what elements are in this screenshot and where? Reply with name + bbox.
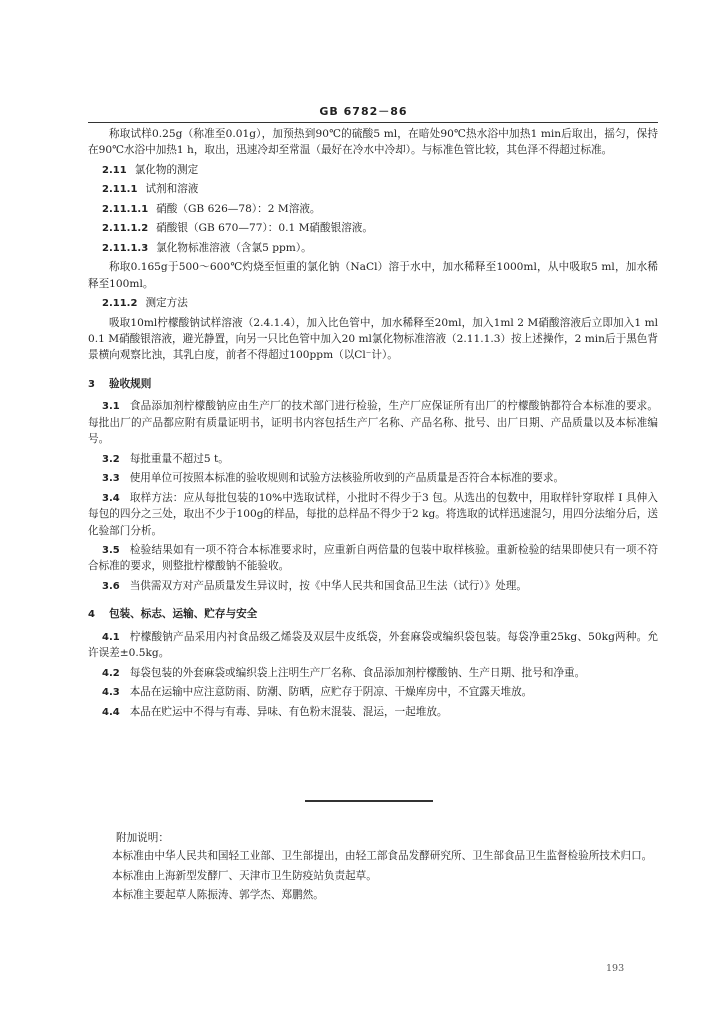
note-line: 本标准主要起草人陈振涛、郭学杰、郑鹏然。 — [112, 889, 324, 902]
section-2-11-1-heading — [88, 181, 658, 198]
clause-item — [88, 542, 658, 575]
section-number: 2.11.1.3 — [102, 242, 149, 254]
clause-text: 当供需双方对产品质量发生异议时，按《中华人民共和国食品卫生法（试行）》处理。 — [129, 579, 527, 592]
clause-item — [88, 629, 658, 662]
header-rule — [88, 122, 658, 123]
section-text: 硝酸（GB 626—78）：2 M溶液。 — [156, 202, 321, 215]
clause-item — [88, 398, 658, 447]
section-title: 验收规则 — [108, 377, 152, 390]
section-2-11-1-2 — [88, 220, 658, 237]
section-3-heading — [88, 376, 658, 393]
section-4-items — [88, 629, 658, 720]
clause-number: 3.6 — [102, 580, 120, 592]
section-2-11-2-heading — [88, 295, 658, 312]
section-title: 测定方法 — [145, 297, 188, 310]
clause-text: 柠檬酸钠产品采用内衬食品级乙烯袋及双层牛皮纸袋，外套麻袋或编织袋包装。每袋净重25kg、50kg两种。允许误差±0.5kg。 — [88, 630, 658, 660]
note-title: 附加说明： — [116, 832, 169, 844]
note-lines — [88, 848, 658, 903]
clause-number: 4.4 — [102, 706, 120, 718]
section-2-11-1-3 — [88, 240, 658, 257]
section-text: 硝酸银（GB 670—77）：0.1 M硝酸银溶液。 — [156, 222, 373, 235]
clause-number: 3.5 — [102, 544, 120, 556]
note-line: 本标准由中华人民共和国轻工业部、卫生部提出，由轻工部食品发酵研究所、卫生部食品卫生监督检验所技术归口。 — [112, 850, 653, 863]
clause-item — [88, 684, 658, 701]
standard-code-header: GB 6782－86 — [319, 105, 408, 118]
clause-number: 3.4 — [102, 492, 120, 504]
section-2-11-heading — [88, 162, 658, 179]
clause-number: 3.3 — [102, 473, 120, 485]
section-title: 包装、标志、运输、贮存与安全 — [108, 608, 258, 621]
clause-text: 本品在贮运中不得与有毒、异味、有色粉末混装、混运，一起堆放。 — [129, 705, 448, 718]
clause-text: 食品添加剂柠檬酸钠应由生产厂的技术部门进行检验，生产厂应保证所有出厂的柠檬酸钠都符合本标准的要求。每批出厂的产品都应附有质量证明书，证明书内容包括生产厂名称、产品名称、批号、出厂日期、产品质量以及本标准编号。 — [88, 400, 658, 446]
clause-item — [88, 578, 658, 595]
clause-text: 使用单位可按照本标准的验收规则和试验方法核验所收到的产品质量是否符合本标准的要求。 — [129, 472, 565, 485]
section-3-items — [88, 398, 658, 594]
clause-text: 取样方法：应从每批包装的10%中选取试样，小批时不得少于3 包。从选出的包数中，用取样针穿取样 I 具伸入每包的四分之三处，取出不少于100g的样品，每批的总样品不得少于2 kg。将选取的试样迅速混匀，用四分法缩分后，送化验部门分析。 — [88, 491, 658, 537]
clause-number: 3.1 — [102, 401, 120, 413]
clause-number: 4.3 — [102, 687, 120, 699]
additional-notes — [88, 830, 658, 907]
clause-item — [88, 490, 658, 539]
clause-number: 4.1 — [102, 631, 120, 643]
clause-number: 4.2 — [102, 667, 120, 679]
clause-number: 3.2 — [102, 453, 120, 465]
section-number: 4 — [88, 609, 95, 621]
note-line: 本标准由上海新型发酵厂、天津市卫生防疫站负责起草。 — [112, 869, 377, 882]
section-4-heading — [88, 606, 658, 623]
section-number: 2.11.1.2 — [102, 223, 149, 235]
end-rule — [305, 800, 433, 802]
section-number: 2.11.1 — [102, 184, 138, 196]
section-number: 2.11 — [102, 164, 127, 176]
clause-item — [88, 665, 658, 682]
clause-text: 每袋包装的外套麻袋或编织袋上注明生产厂名称、食品添加剂柠檬酸钠、生产日期、批号和净重。 — [129, 666, 586, 679]
page-number: 193 — [606, 963, 625, 974]
section-title: 氯化物的测定 — [134, 163, 199, 176]
clause-text: 每批重量不超过5 t。 — [129, 452, 229, 465]
section-number: 2.11.2 — [102, 298, 138, 310]
section-title: 试剂和溶液 — [145, 183, 199, 196]
section-number: 2.11.1.1 — [102, 203, 149, 215]
paragraph-color-test: 称取试样0.25g（称准至0.01g），加预热到90℃的硫酸5 ml，在暗处90℃热水浴中加热1 min后取出，摇匀，保持在90℃水浴中加热1 h，取出，迅速冷却至常温（最好在冷水中冷却）。与标准色管比较，其色泽不得超过标准。 — [88, 128, 658, 157]
section-2-11-1-1 — [88, 201, 658, 218]
section-text: 氯化物标准溶液（含氯5 ppm）。 — [156, 241, 312, 254]
clause-item — [88, 451, 658, 468]
clause-item — [88, 704, 658, 721]
clause-item — [88, 470, 658, 487]
clause-text: 检验结果如有一项不符合本标准要求时，应重新自两倍量的包装中取样核验。重新检验的结果即使只有一项不符合标准的要求，则整批柠檬酸钠不能验收。 — [88, 543, 658, 573]
paragraph-method: 吸取10ml柠檬酸钠试样溶液（2.4.1.4），加入比色管中，加水稀释至20ml，加入1ml 2 M硝酸溶液后立即加入1 ml 0.1 M硝酸银溶液，避光静置，向另一只比色管中加入20 ml氯化物标准溶液（2.11.1.3）按上述操作，2 min后于黑色背景横向观察比浊，其乳白度，前者不得超过100ppm（以Cl⁻计）。 — [88, 316, 658, 362]
section-number: 3 — [88, 378, 95, 390]
clause-text: 本品在运输中应注意防雨、防潮、防晒，应贮存于阴凉、干燥库房中，不宜露天堆放。 — [129, 686, 533, 699]
paragraph-standard-solution: 称取0.165g于500～600℃灼烧至恒重的氯化钠（NaCl）溶于水中，加水稀释至1000ml，从中吸取5 ml，加水稀释至100ml。 — [88, 261, 658, 290]
main-content — [88, 126, 658, 723]
